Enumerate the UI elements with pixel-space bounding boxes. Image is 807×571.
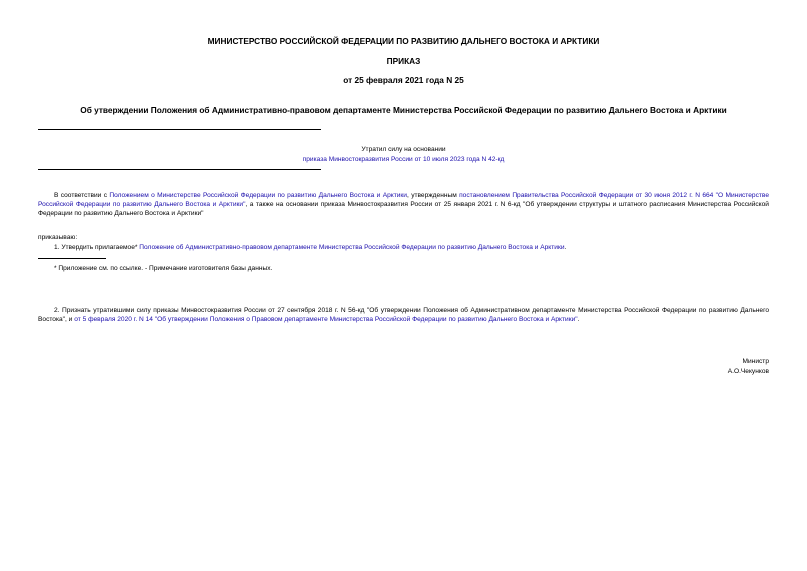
government-decree-link[interactable]: постановлением Правительства Российской Федерации от 30 июня 2012 г. N 664 "О Министерстве Российской Федерации по развитию Дальнего Востока и Арктики" bbox=[38, 192, 769, 208]
footnote-divider bbox=[38, 258, 106, 259]
top-divider bbox=[38, 129, 321, 130]
preamble-text-1: В соответствии с bbox=[54, 192, 110, 199]
ministry-regulation-link[interactable]: Положением о Министерстве Российской Федерации по развитию Дальнего Востока и Арктики bbox=[109, 192, 407, 199]
item-2-text-1: 2. Признать утратившими силу приказы Минвостокразвития России от 27 сентября 2018 г. N 56-кд "Об утверждении Положения об Административном департаменте Министерства Российской Федерации по развитию Дальнего Востока", и bbox=[38, 307, 769, 323]
signature-position: Министр bbox=[742, 358, 769, 365]
status-divider bbox=[38, 169, 321, 170]
item-1-end: . bbox=[564, 244, 567, 251]
order-word: приказываю: bbox=[38, 234, 78, 241]
footnote: * Приложение см. по ссылке. - Примечание изготовителя базы данных. bbox=[54, 265, 273, 272]
document-date-number: от 25 февраля 2021 года N 25 bbox=[343, 75, 464, 85]
ministry-name: МИНИСТЕРСТВО РОССИЙСКОЙ ФЕДЕРАЦИИ ПО РАЗВИТИЮ ДАЛЬНЕГО ВОСТОКА И АРКТИКИ bbox=[207, 36, 600, 46]
status-link-row bbox=[0, 155, 807, 164]
item-1-text: 1. Утвердить прилагаемое* bbox=[54, 244, 140, 251]
legal-department-order-link[interactable]: от 5 февраля 2020 г. N 14 "Об утверждении Положения о Правовом департаменте Министерства Российской Федерации по развитию Дальнего Востока и Арктики" bbox=[74, 316, 578, 323]
document-type: ПРИКАЗ bbox=[386, 56, 421, 66]
document-title: Об утверждении Положения об Административно-правовом департаменте Министерства Российской Федерации по развитию Дальнего Востока и Арктики bbox=[80, 105, 727, 115]
preamble-paragraph bbox=[38, 191, 769, 218]
item-2 bbox=[38, 306, 769, 324]
item-2-text-2: . bbox=[577, 316, 580, 323]
repeal-order-link[interactable]: приказа Минвостокразвития России от 10 июля 2023 года N 42-кд bbox=[302, 156, 505, 163]
status-note: Утратил силу на основании bbox=[361, 146, 446, 153]
department-regulation-link[interactable]: Положение об Административно-правовом департаменте Министерства Российской Федерации по развитию Дальнего Востока и Арктики bbox=[139, 244, 565, 251]
item-1 bbox=[54, 243, 769, 252]
signature-name: А.О.Чекунков bbox=[727, 368, 769, 375]
preamble-text-3: , а также на основании приказа Минвостокразвития России от 25 января 2021 г. N 6-кд "Об утверждении структуры и штатного расписания Министерства Российской Федерации по развитию Дальнего Востока и Арктики" bbox=[38, 201, 769, 217]
preamble-text-2: , утвержденным bbox=[407, 192, 460, 199]
